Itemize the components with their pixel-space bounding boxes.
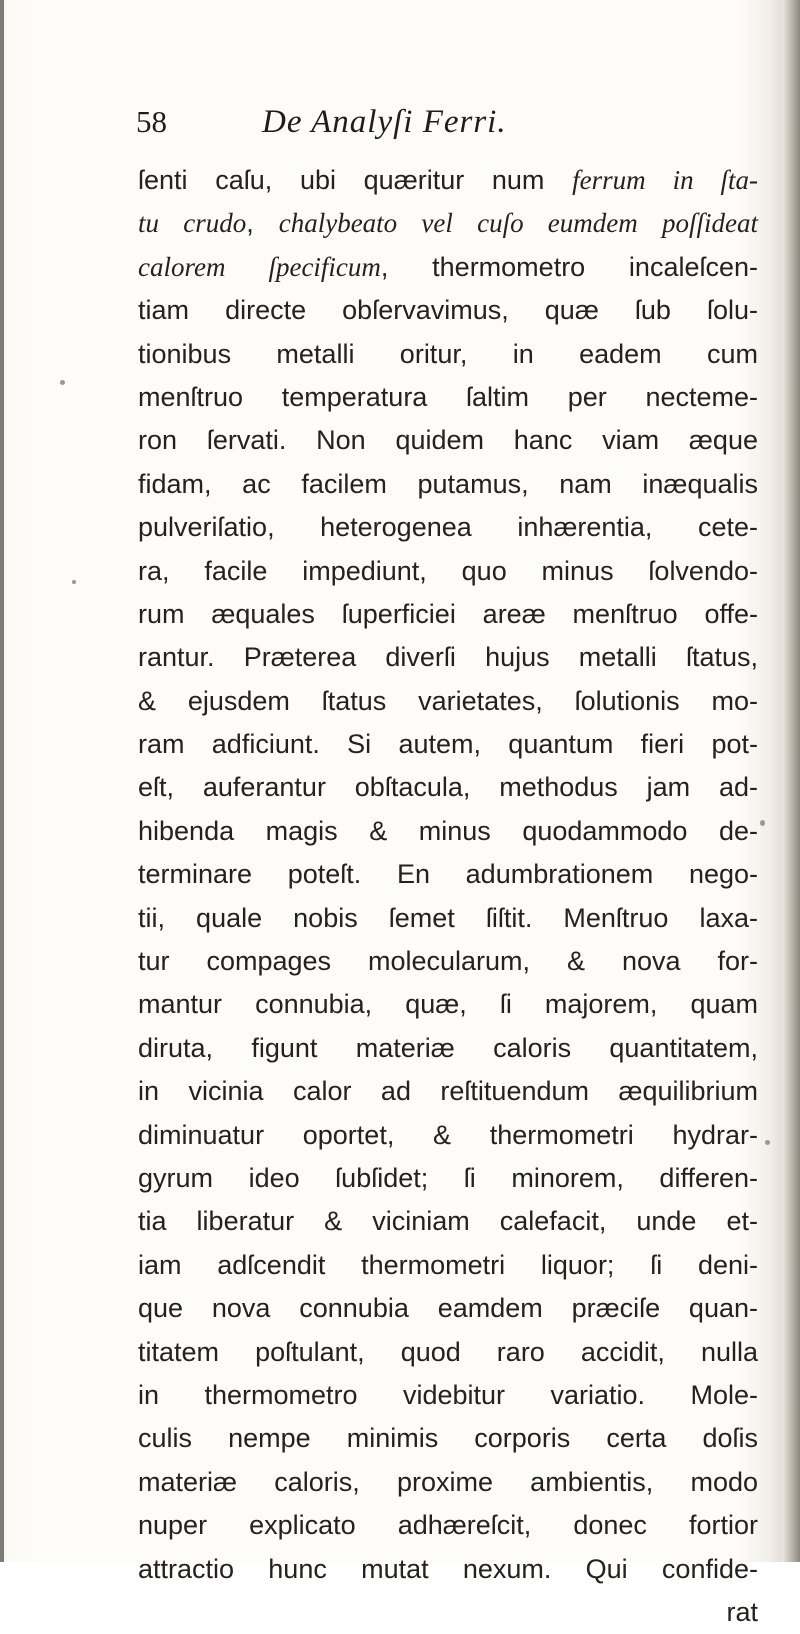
page-header <box>136 104 736 156</box>
paper-speck <box>60 380 65 385</box>
text-line-1 <box>138 159 758 202</box>
catchword: rat <box>726 1596 758 1627</box>
text-line-16: hibenda magis & minus quodammodo de- <box>138 815 758 846</box>
text-line-2 <box>138 202 758 245</box>
text-line-17: terminare poteſt. En adumbrationem nego- <box>138 859 758 890</box>
text-line-32: nuper explicato adhæreſcit, donec fortior <box>138 1510 758 1541</box>
text-line-27: que nova connubia eamdem præciſe quan- <box>138 1293 758 1324</box>
italic-phrase: calorem ſpecificum <box>138 251 381 282</box>
text-line-28: titatem poſtulant, quod raro accidit, nulla <box>138 1336 758 1367</box>
text-line-3 <box>138 246 758 289</box>
text-line-30: culis nempe minimis corporis certa doſis <box>138 1423 758 1454</box>
text-line-33: attractio hunc mutat nexum. Qui confide- <box>138 1553 758 1584</box>
text-line-4: tiam directe obſervavimus, quæ ſub ſolu- <box>138 295 758 326</box>
text-line-12: rantur. Præterea diverſi hujus metalli ſtatus, <box>138 642 758 673</box>
italic-phrase: chalybeato vel cuſo eumdem poſſideat <box>278 208 758 239</box>
text-segment: , thermometro incaleſcen- <box>380 251 759 282</box>
italic-phrase: ferrum in ſta- <box>572 165 758 195</box>
text-line-31: materiæ caloris, proxime ambientis, modo <box>138 1466 758 1497</box>
text-line-8: fidam, ac facilem putamus, nam inæqualis <box>138 468 758 499</box>
text-line-29: in thermometro videbitur variatio. Mole- <box>138 1379 758 1410</box>
text-line-7: ron ſervati. Non quidem hanc viam æque <box>138 425 758 456</box>
text-line-10: ra, facile impediunt, quo minus ſolvendo- <box>138 555 758 586</box>
running-head: De Analyſi Ferri. <box>262 104 507 140</box>
paper-speck <box>72 580 76 584</box>
text-line-23: diminuatur oportet, & thermometri hydrar- <box>138 1119 758 1150</box>
page-number: 58 <box>136 104 167 139</box>
text-line-13: & ejusdem ſtatus varietates, ſolutionis mo- <box>138 685 758 716</box>
page-right-edge <box>782 0 800 1562</box>
text-segment: , <box>246 208 279 239</box>
text-line-15: eſt, auferantur obſtacula, methodus jam ad- <box>138 772 758 803</box>
text-line-26: iam adſcendit thermometri liquor; ſi deni- <box>138 1249 758 1280</box>
body-text <box>138 159 758 1634</box>
text-line-6: menſtruo temperatura ſaltim per nectemе- <box>138 381 758 412</box>
italic-phrase: tu crudo <box>138 208 247 239</box>
text-line-24: gyrum ideo ſubſidet; ſi minorem, differen- <box>138 1162 758 1193</box>
text-line-20: mantur connubia, quæ, ſi majorem, quam <box>138 989 758 1020</box>
text-line-5: tionibus metalli oritur, in eadem cum <box>138 338 758 369</box>
paper-speck <box>760 820 765 826</box>
text-line-18: tii, quale nobis ſemet ſiſtit. Menſtruo laxa- <box>138 902 758 933</box>
text-segment: ſenti caſu, ubi quæritur num <box>138 165 573 195</box>
text-line-21: diruta, figunt materiæ caloris quantitatem, <box>138 1032 758 1063</box>
text-line-25: tia liberatur & viciniam calefacit, unde et- <box>138 1206 758 1237</box>
page-left-edge <box>0 0 4 1562</box>
text-line-19: tur compages molecularum, & nova for- <box>138 946 758 977</box>
paper-speck <box>765 1140 770 1145</box>
text-line-14: ram adficiunt. Si autem, quantum fieri pot- <box>138 729 758 760</box>
text-line-11: rum æquales ſuperficiei areæ menſtruo offe- <box>138 598 758 629</box>
text-line-22: in vicinia calor ad reſtituendum æquilibrium <box>138 1076 758 1107</box>
text-line-9: pulveriſatio, heterogenea inhærentia, cete- <box>138 512 758 543</box>
